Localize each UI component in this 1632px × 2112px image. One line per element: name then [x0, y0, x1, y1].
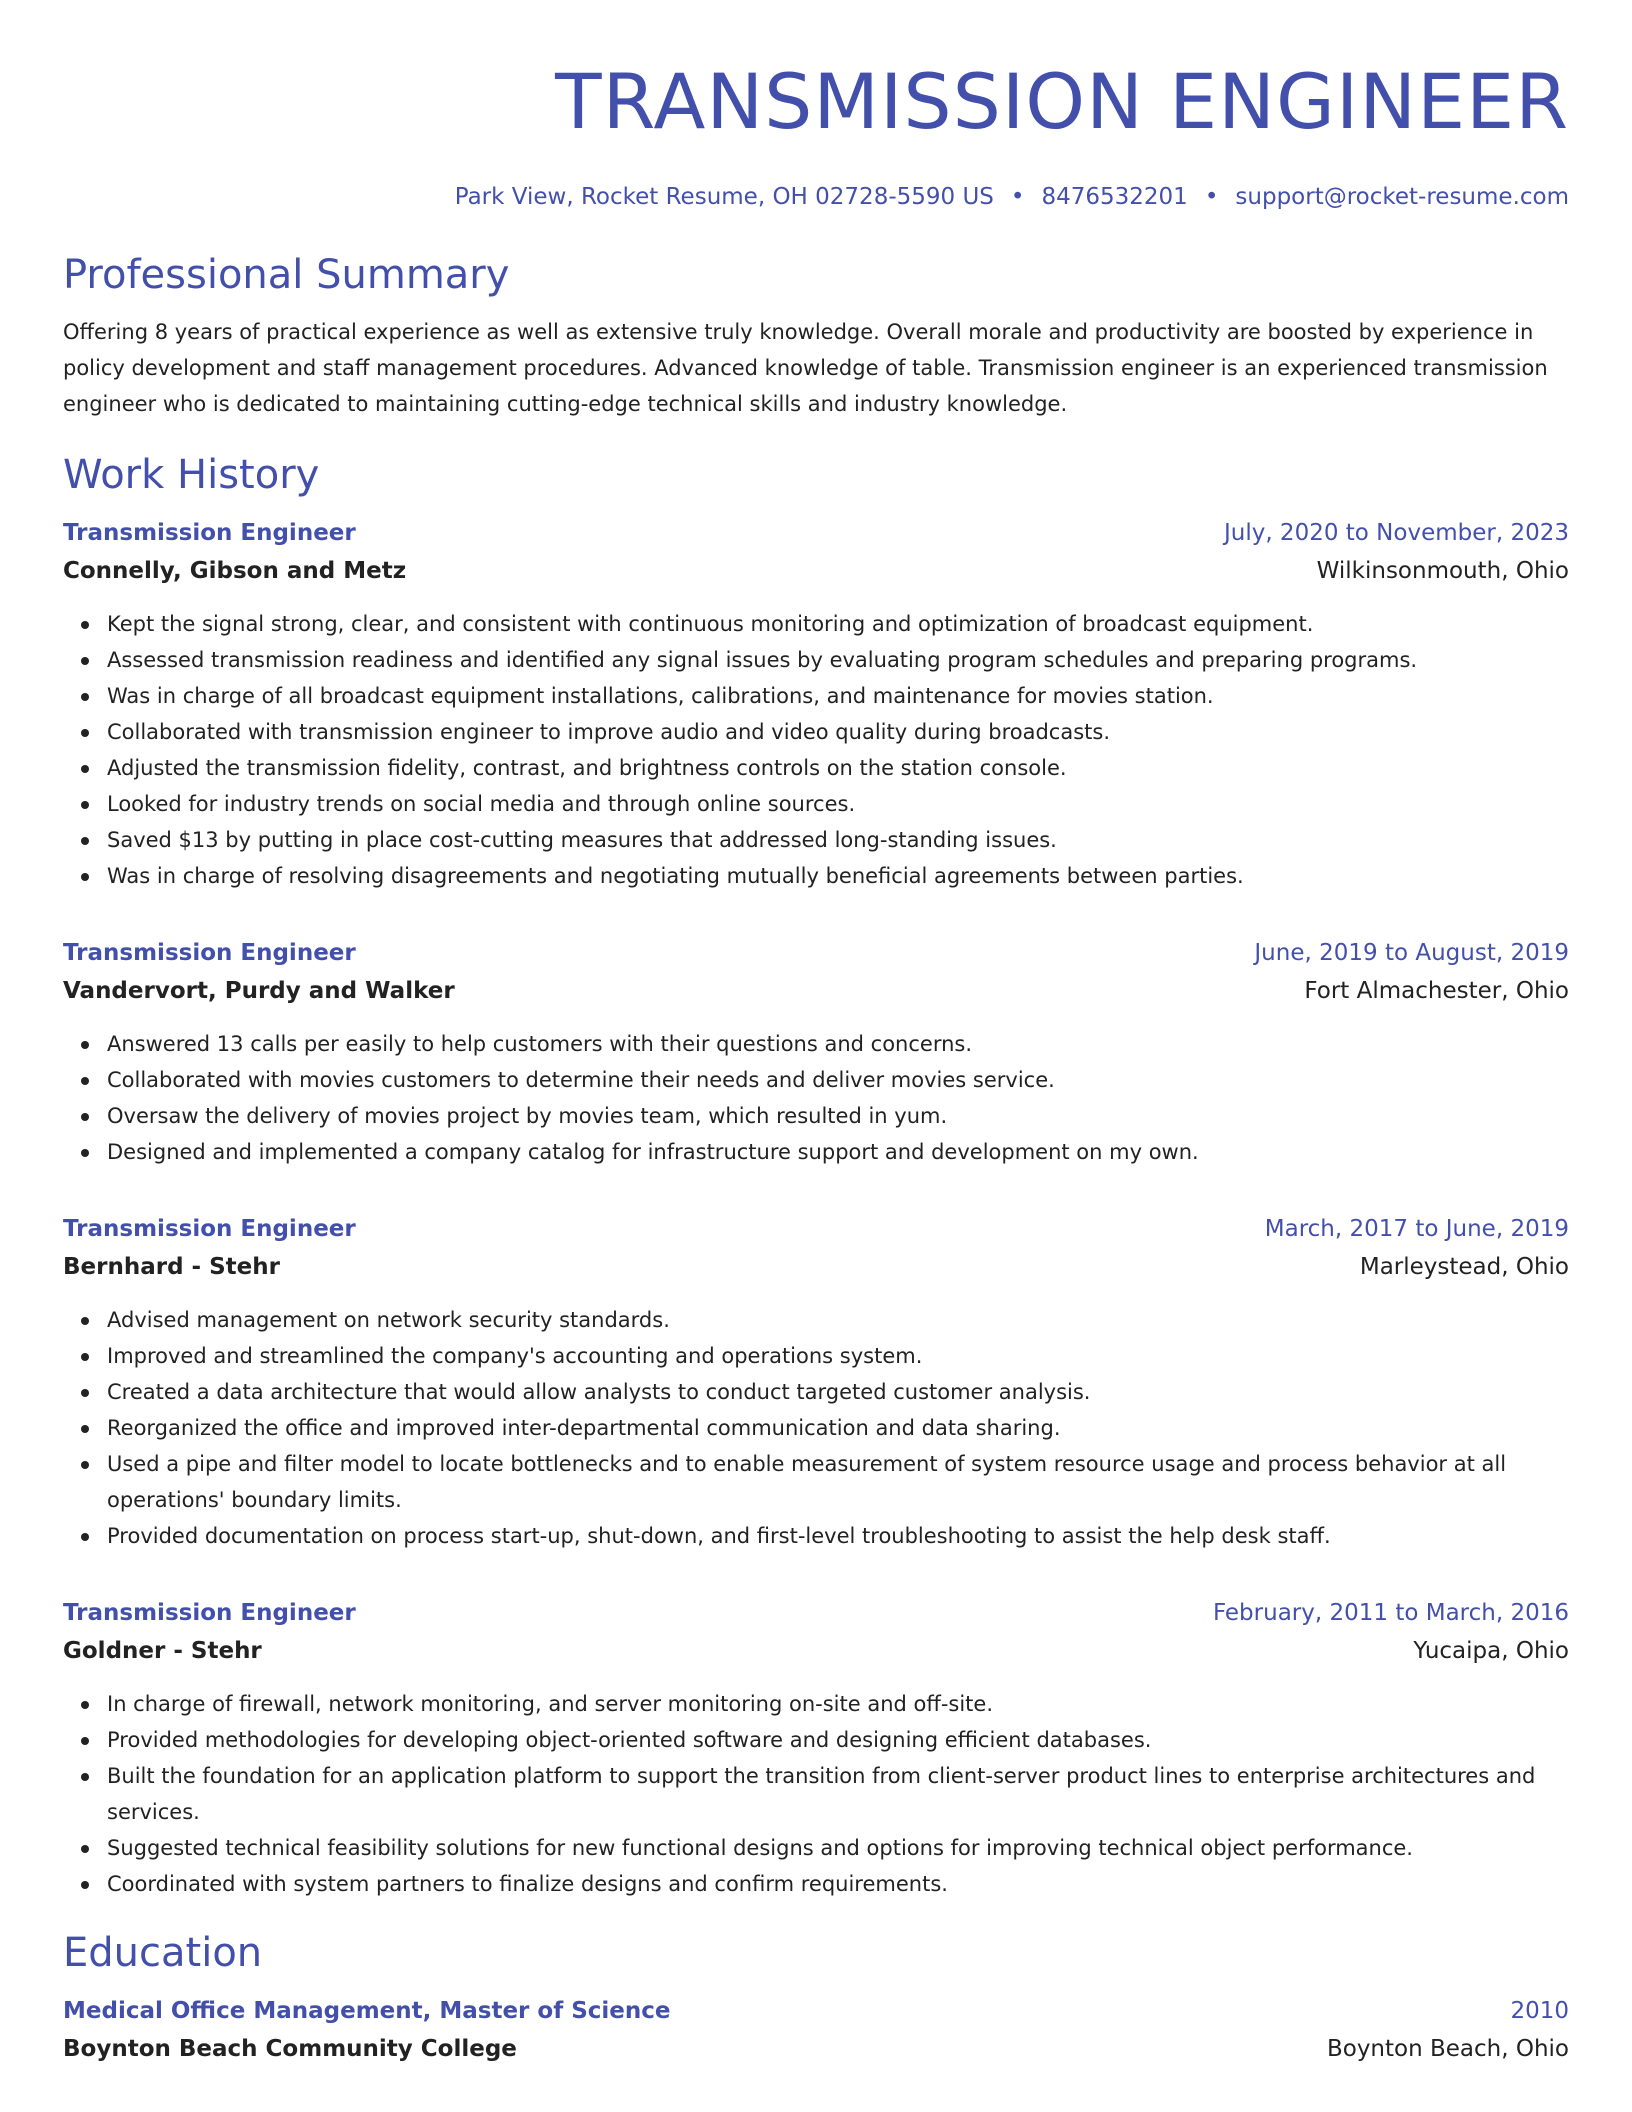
education-entry	[63, 1992, 1569, 2068]
job-company: Goldner - Stehr	[63, 1638, 262, 1664]
job-bullet: Saved $13 by putting in place cost-cutting measures that addressed long-standing issues.	[107, 822, 1569, 858]
job-bullet: In charge of firewall, network monitoring, and server monitoring on-site and off-site.	[107, 1686, 1569, 1722]
job-title-row	[63, 1210, 1569, 1248]
job-bullet: Collaborated with movies customers to determine their needs and deliver movies service.	[107, 1062, 1569, 1098]
job-bullet: Reorganized the office and improved inter-departmental communication and data sharing.	[107, 1410, 1569, 1446]
job-location: Marleystead, Ohio	[1359, 1254, 1569, 1280]
job-bullets	[63, 1302, 1569, 1554]
job-bullet: Looked for industry trends on social media and through online sources.	[107, 786, 1569, 822]
education-year: 2010	[1510, 1998, 1569, 2024]
job-location: Yucaipa, Ohio	[1413, 1638, 1569, 1664]
job-entry	[63, 934, 1569, 1170]
job-bullet: Was in charge of all broadcast equipment installations, calibrations, and maintenance for movies station.	[107, 678, 1569, 714]
job-bullet: Advised management on network security standards.	[107, 1302, 1569, 1338]
job-bullet: Coordinated with system partners to finalize designs and confirm requirements.	[107, 1866, 1569, 1902]
job-role: Transmission Engineer	[63, 520, 356, 546]
job-bullet: Provided methodologies for developing object-oriented software and designing efficient databases.	[107, 1722, 1569, 1758]
job-company-row	[63, 552, 1569, 590]
job-role: Transmission Engineer	[63, 1600, 356, 1626]
job-bullet: Improved and streamlined the company's accounting and operations system.	[107, 1338, 1569, 1374]
job-bullet: Was in charge of resolving disagreements and negotiating mutually beneficial agreements between parties.	[107, 858, 1569, 894]
job-entry	[63, 514, 1569, 894]
job-company-row	[63, 1248, 1569, 1286]
job-bullet: Used a pipe and filter model to locate bottlenecks and to enable measurement of system resource usage and process behavior at all operations' boundary limits.	[107, 1446, 1569, 1518]
job-dates: March, 2017 to June, 2019	[1264, 1216, 1569, 1242]
job-bullet: Adjusted the transmission fidelity, contrast, and brightness controls on the station console.	[107, 750, 1569, 786]
education-heading: Education	[63, 1930, 263, 1976]
job-dates: June, 2019 to August, 2019	[1254, 940, 1569, 966]
resume-header	[63, 52, 1569, 212]
job-bullet: Built the foundation for an application platform to support the transition from client-server product lines to enterprise architectures and services.	[107, 1758, 1569, 1830]
contact-email[interactable]: support@rocket-resume.com	[1235, 184, 1569, 210]
job-company-row	[63, 1632, 1569, 1670]
contact-separator: •	[1010, 184, 1025, 210]
summary-heading: Professional Summary	[63, 252, 510, 298]
job-company: Bernhard - Stehr	[63, 1254, 280, 1280]
job-location: Fort Almachester, Ohio	[1304, 978, 1569, 1004]
job-bullets	[63, 606, 1569, 894]
education-school: Boynton Beach Community College	[63, 2036, 517, 2062]
contact-separator: •	[1204, 184, 1219, 210]
job-bullet: Assessed transmission readiness and identified any signal issues by evaluating program schedules and preparing programs.	[107, 642, 1569, 678]
job-bullet: Answered 13 calls per easily to help customers with their questions and concerns.	[107, 1026, 1569, 1062]
job-role: Transmission Engineer	[63, 940, 356, 966]
job-company: Connelly, Gibson and Metz	[63, 558, 407, 584]
job-bullet: Created a data architecture that would allow analysts to conduct targeted customer analysis.	[107, 1374, 1569, 1410]
job-company: Vandervort, Purdy and Walker	[63, 978, 455, 1004]
job-location: Wilkinsonmouth, Ohio	[1316, 558, 1569, 584]
job-dates: February, 2011 to March, 2016	[1212, 1600, 1569, 1626]
job-bullet: Suggested technical feasibility solutions for new functional designs and options for improving technical object performance.	[107, 1830, 1569, 1866]
job-entry	[63, 1210, 1569, 1554]
job-title-row	[63, 934, 1569, 972]
education-degree-row	[63, 1992, 1569, 2030]
job-entry	[63, 1594, 1569, 1902]
job-bullet: Kept the signal strong, clear, and consistent with continuous monitoring and optimization of broadcast equipment.	[107, 606, 1569, 642]
job-bullets	[63, 1686, 1569, 1902]
job-bullet: Oversaw the delivery of movies project by movies team, which resulted in yum.	[107, 1098, 1569, 1134]
contact-phone: 8476532201	[1041, 184, 1188, 210]
education-degree: Medical Office Management, Master of Science	[63, 1998, 671, 2024]
contact-address: Park View, Rocket Resume, OH 02728-5590 US	[454, 184, 994, 210]
resume-name: TRANSMISSION ENGINEER	[555, 57, 1569, 146]
job-company-row	[63, 972, 1569, 1010]
job-role: Transmission Engineer	[63, 1216, 356, 1242]
contact-line	[63, 182, 1569, 212]
job-bullet: Designed and implemented a company catalog for infrastructure support and development on my own.	[107, 1134, 1569, 1170]
work-history-heading: Work History	[63, 452, 320, 498]
job-bullets	[63, 1026, 1569, 1170]
job-title-row	[63, 1594, 1569, 1632]
job-bullet: Collaborated with transmission engineer to improve audio and video quality during broadcasts.	[107, 714, 1569, 750]
education-school-row	[63, 2030, 1569, 2068]
education-location: Boynton Beach, Ohio	[1326, 2036, 1569, 2062]
job-dates: July, 2020 to November, 2023	[1223, 520, 1569, 546]
job-bullet: Provided documentation on process start-up, shut-down, and first-level troubleshooting to assist the help desk staff.	[107, 1518, 1569, 1554]
job-title-row	[63, 514, 1569, 552]
summary-text: Offering 8 years of practical experience as well as extensive truly knowledge. Overall morale and productivity are boosted by experience in policy development and staff management procedures. Advanced knowledge of table. Transmission engineer is an experienced transmission engineer who is dedicated to maintaining cutting-edge technical skills and industry knowledge.	[63, 320, 1548, 416]
